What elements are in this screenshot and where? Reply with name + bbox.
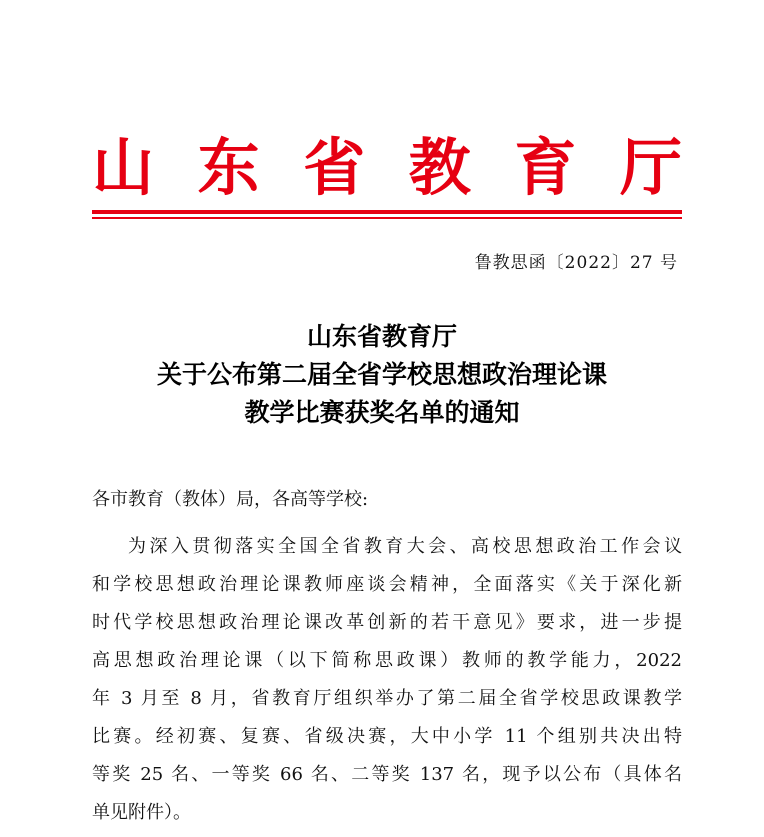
letterhead-rule-thick xyxy=(92,210,682,214)
body-line: 年 3 月至 8 月，省教育厅组织举办了第二届全省学校思政课教学 xyxy=(92,688,682,709)
body-line: 单见附件）。 xyxy=(92,802,191,823)
body-line: 比赛。经初赛、复赛、省级决赛，大中小学 11 个组别共决出特 xyxy=(92,726,682,747)
letterhead-char: 教 xyxy=(408,131,471,204)
body-line: 时代学校思想政治理论课改革创新的若干意见》要求，进一步提 xyxy=(92,612,682,633)
document-title xyxy=(0,318,764,432)
letterhead-char: 省 xyxy=(303,131,366,204)
body-line: 为深入贯彻落实全国全省教育大会、高校思想政治工作会议 xyxy=(128,536,682,557)
letterhead-rule-thin xyxy=(92,217,682,219)
body-line: 高思想政治理论课（以下简称思政课）教师的教学能力，2022 xyxy=(92,650,682,671)
body-line: 和学校思想政治理论课教师座谈会精神，全面落实《关于深化新 xyxy=(92,574,682,595)
body-line: 等奖 25 名、一等奖 66 名、二等奖 137 名，现予以公布（具体名 xyxy=(92,764,682,785)
title-line-1: 山东省教育厅 xyxy=(306,322,457,351)
body-paragraph xyxy=(92,528,682,832)
letterhead xyxy=(92,132,682,204)
document-number: 鲁教思函〔2022〕27 号 xyxy=(474,253,678,273)
title-line-3: 教学比赛获奖名单的通知 xyxy=(244,398,520,427)
salutation: 各市教育（教体）局，各高等学校: xyxy=(92,489,369,510)
letterhead-char: 育 xyxy=(514,131,577,204)
letterhead-char: 厅 xyxy=(619,131,682,204)
letterhead-char: 东 xyxy=(197,131,260,204)
letterhead-char: 山 xyxy=(92,131,155,204)
title-line-2: 关于公布第二届全省学校思想政治理论课 xyxy=(156,360,607,389)
